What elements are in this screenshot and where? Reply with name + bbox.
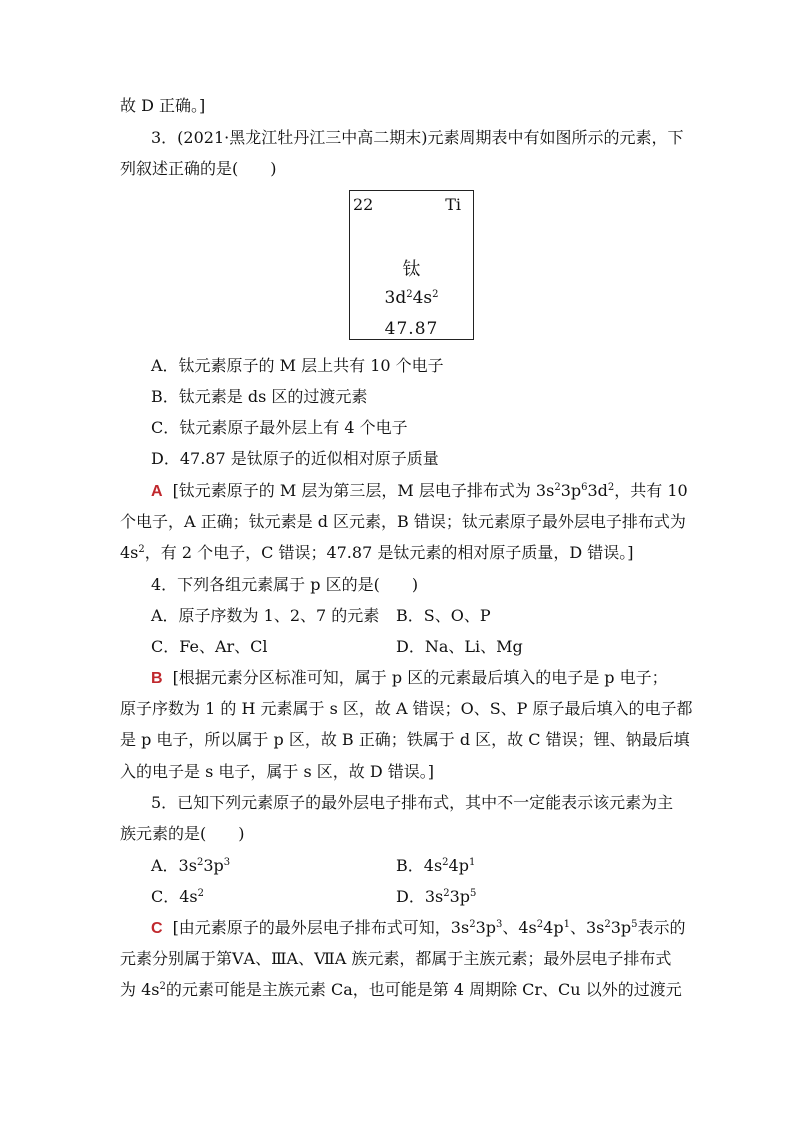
q3-stem-line1: 3．(2021·黑龙江牡丹江三中高二期末)元素周期表中有如图所示的元素，下 (151, 128, 684, 147)
q4-explanation-line1: B [根据元素分区标准可知，属于 p 区的元素最后填入的电子是 p 电子； (151, 668, 668, 687)
q4-explanation-line4: 入的电子是 s 电子，属于 s 区，故 D 错误。] (120, 762, 435, 781)
q3-stem-line2: 列叙述正确的是( ) (120, 159, 277, 178)
element-card-ti (349, 190, 474, 340)
q3-explanation-line3: $4s^2$，有 2 个电子，C 错误；47.87 是钛元素的相对原子质量，D 错误。] (120, 543, 634, 562)
electron-config: $3d^24s^2$ (384, 288, 439, 308)
q5-option-d: D．$3s^23p^5$ (396, 887, 477, 906)
q5-stem-line1: 5．已知下列元素原子的最外层电子排布式，其中不一定能表示该元素为主 (151, 793, 674, 812)
element-name: 钛 (402, 259, 421, 280)
q4-explanation-line3: 是 p 电子，所以属于 p 区，故 B 正确；铁属于 d 区，故 C 错误；锂、钠最后填 (120, 730, 690, 749)
q5-options-row1 (151, 856, 476, 876)
q5-answer: C (151, 920, 163, 937)
atomic-number: 22 (353, 195, 374, 214)
q3-option-c: C．钛元素原子最外层上有 4 个电子 (151, 418, 408, 437)
q5-option-a: A．$3s^23p^3$ (151, 856, 231, 875)
q3-explanation-line2: 个电子，A 正确；钛元素是 d 区元素，B 错误；钛元素原子最外层电子排布式为 (120, 512, 686, 531)
q4-explanation-line2: 原子序数为 1 的 H 元素属于 s 区，故 A 错误；O、S、P 原子最后填入的电子都 (120, 699, 693, 718)
q4-stem: 4．下列各组元素属于 p 区的是( ) (151, 575, 419, 594)
q4-options-row2 (151, 637, 523, 657)
prev-answer-tail: 故 D 正确。] (120, 96, 206, 115)
q5-explanation-line1: C [由元素原子的最外层电子排布式可知，$3s^23p^3$、$4s^24p^1$、$3s^23p^5$表示的 (151, 918, 686, 937)
q4-option-a: A．原子序数为 1、2、7 的元素 (151, 606, 380, 625)
q4-option-c: C．Fe、Ar、Cl (151, 637, 268, 656)
q5-stem-line2: 族元素的是( ) (120, 824, 245, 843)
q5-option-c: C．$4s^2$ (151, 887, 205, 906)
q3-answer: A (151, 483, 163, 500)
q4-options-row1 (151, 606, 491, 626)
element-symbol: Ti (445, 195, 461, 214)
q3-explanation-line1: A [钛元素原子的 M 层为第三层，M 层电子排布式为 $3s^23p^63d^2$，共有 10 (151, 481, 688, 500)
q3-option-d: D．47.87 是钛原子的近似相对原子质量 (151, 449, 439, 468)
q5-explanation-line3: 为 $4s^2$的元素可能是主族元素 Ca，也可能是第 4 周期除 Cr、Cu 以外的过渡元 (120, 980, 682, 999)
q4-answer: B (151, 670, 163, 687)
q4-option-b: B．S、O、P (396, 606, 491, 625)
q3-option-a: A．钛元素原子的 M 层上共有 10 个电子 (151, 356, 444, 375)
q5-explanation-line2: 元素分别属于第ⅤA、ⅢA、ⅦA 族元素，都属于主族元素；最外层电子排布式 (120, 949, 672, 968)
q4-option-d: D．Na、Li、Mg (396, 637, 523, 656)
q3-option-b: B．钛元素是 ds 区的过渡元素 (151, 387, 368, 406)
q5-options-row2 (151, 887, 477, 907)
atomic-mass: 47.87 (384, 319, 439, 339)
q5-option-b: B．$4s^24p^1$ (396, 856, 476, 875)
